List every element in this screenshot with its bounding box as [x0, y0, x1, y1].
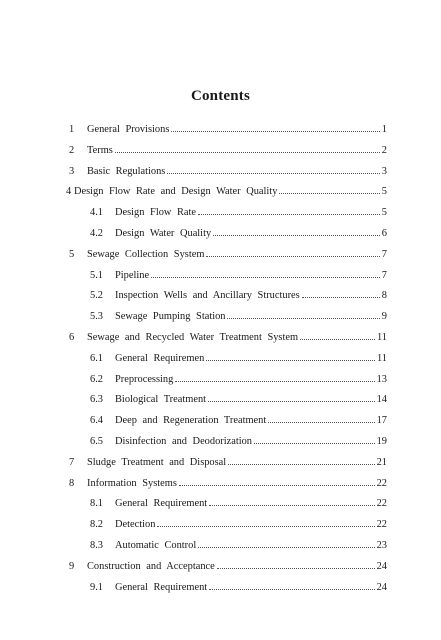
toc-entry-page-number: 13	[376, 373, 387, 385]
toc-entry-page-number: 24	[376, 560, 387, 572]
toc-entry-page-number: 19	[376, 436, 387, 447]
toc-entry-page-number: 8	[381, 290, 387, 302]
toc-entry[interactable]	[90, 393, 387, 407]
toc-entry[interactable]	[69, 456, 387, 470]
toc-leader-dots	[206, 256, 379, 257]
toc-entry-label: Sewage Collection System	[87, 248, 205, 260]
toc-leader-dots	[206, 360, 375, 361]
toc-leader-dots	[198, 214, 380, 215]
toc-entry-number: 6.3	[90, 394, 103, 406]
toc-entry-number: 6.2	[90, 373, 103, 385]
toc-entry[interactable]	[90, 352, 387, 366]
toc-entry[interactable]	[69, 477, 387, 491]
toc-entry-number: 5.3	[90, 311, 103, 323]
toc-entry-page-number: 21	[376, 456, 387, 468]
toc-leader-dots	[300, 339, 375, 340]
toc-entry-page-number: 22	[376, 519, 387, 531]
toc-entry-number: 9.1	[90, 581, 103, 593]
page-title: Contents	[190, 88, 251, 104]
toc-entry[interactable]	[90, 227, 387, 241]
toc-entry-page-number: 2	[381, 144, 387, 156]
toc-entry[interactable]	[69, 123, 387, 137]
toc-entry-number: 5.2	[90, 290, 103, 302]
toc-entry-page-number: 23	[376, 540, 387, 551]
toc-entry-label: General Provisions	[87, 124, 170, 135]
toc-entry-label: Biological Treatment	[115, 394, 207, 406]
toc-entry[interactable]	[90, 497, 387, 511]
toc-entry-label: Sewage Pumping Station	[115, 311, 226, 323]
toc-entry[interactable]	[90, 435, 387, 449]
toc-entry-page-number: 14	[376, 394, 387, 406]
toc-entry-label: Deep and Regeneration Treatment	[115, 415, 267, 427]
toc-entry[interactable]	[90, 518, 387, 532]
toc-entry-page-number: 11	[376, 352, 387, 364]
toc-entry-page-number: 6	[381, 228, 387, 239]
toc-leader-dots	[217, 568, 375, 569]
toc-entry-page-number: 22	[376, 498, 387, 510]
toc-entry-number: 5.1	[90, 269, 103, 281]
toc-entry-number: 2	[69, 144, 75, 156]
toc-entry-page-number: 7	[381, 269, 387, 281]
toc-leader-dots	[213, 235, 380, 236]
toc-entry-number: 8.3	[90, 540, 103, 551]
toc-leader-dots	[209, 589, 374, 590]
toc-entry-page-number: 17	[376, 415, 387, 427]
toc-entry-label: Disinfection and Deodorization	[115, 436, 252, 447]
toc-leader-dots	[179, 485, 375, 486]
toc-entry-page-number: 5	[381, 186, 387, 198]
toc-leader-dots	[208, 401, 375, 402]
toc-entry-number: 8.2	[90, 519, 103, 531]
toc-entry-number: 6.5	[90, 436, 103, 447]
toc-entry-page-number: 1	[381, 124, 387, 135]
toc-entry-page-number: 22	[376, 477, 387, 489]
toc-entry-label: Automatic Control	[115, 540, 197, 551]
toc-entry[interactable]	[69, 331, 387, 345]
toc-entry-number: 4.2	[90, 228, 103, 239]
toc-leader-dots	[115, 152, 380, 153]
toc-entry-page-number: 5	[381, 207, 387, 219]
toc-entry[interactable]	[69, 248, 387, 262]
toc-entry-label: Design Flow Rate and Design Water Quality	[74, 186, 278, 198]
toc-entry-page-number: 9	[381, 311, 387, 323]
toc-entry-number: 6.1	[90, 352, 103, 364]
toc-entry-number: 3	[69, 165, 75, 177]
toc-leader-dots	[228, 464, 374, 465]
toc-entry[interactable]	[66, 185, 387, 199]
toc-entry-label: Design Water Quality	[115, 228, 212, 239]
toc-entry[interactable]	[69, 560, 387, 574]
toc-entry-label: General Requiremen	[115, 352, 205, 364]
toc-leader-dots	[227, 318, 379, 319]
toc-entry[interactable]	[69, 165, 387, 179]
toc-entry-label: Inspection Wells and Ancillary Structures	[115, 290, 300, 302]
toc-leader-dots	[175, 381, 374, 382]
toc-entry-number: 6	[69, 332, 75, 343]
toc-entry-number: 6.4	[90, 415, 103, 427]
toc-entry[interactable]	[69, 144, 387, 158]
toc-entry-number: 7	[69, 456, 75, 468]
toc-leader-dots	[302, 297, 380, 298]
toc-entry-number: 8.1	[90, 498, 103, 510]
toc-entry-label: Construction and Acceptance	[87, 560, 215, 572]
toc-entry-page-number: 3	[381, 165, 387, 177]
toc-entry-label: Basic Regulations	[87, 165, 166, 177]
toc-entry-number: 1	[69, 124, 75, 135]
toc-entry-label: General Requirement	[115, 498, 208, 510]
toc-entry-label: Sludge Treatment and Disposal	[87, 456, 227, 468]
toc-entry-label: Pipeline	[115, 269, 150, 281]
toc-entry-page-number: 11	[376, 332, 387, 343]
toc-entry-label: Sewage and Recycled Water Treatment System	[87, 332, 299, 343]
toc-entry[interactable]	[90, 581, 387, 595]
toc-entry-label: Design Flow Rate	[115, 207, 197, 219]
toc-entry[interactable]	[90, 414, 387, 428]
toc-entry-page-number: 24	[376, 581, 387, 593]
toc-entry-label: General Requirement	[115, 581, 208, 593]
toc-entry[interactable]	[90, 373, 387, 387]
toc-entry[interactable]	[90, 539, 387, 553]
toc-entry[interactable]	[90, 289, 387, 303]
toc-entry-number: 4	[66, 186, 72, 198]
toc-entry[interactable]	[90, 269, 387, 283]
toc-entry-label: Detection	[115, 519, 156, 531]
toc-leader-dots	[157, 526, 374, 527]
toc-entry-label: Terms	[87, 144, 113, 156]
toc-entry-page-number: 7	[381, 248, 387, 260]
toc-leader-dots	[279, 193, 379, 194]
toc-entry-label: Preprocessing	[115, 373, 174, 385]
toc-leader-dots	[209, 505, 374, 506]
toc-leader-dots	[151, 277, 380, 278]
toc-entry-number: 8	[69, 477, 75, 489]
toc-entry[interactable]	[90, 206, 387, 220]
toc-entry-number: 5	[69, 248, 75, 260]
toc-entry[interactable]	[90, 310, 387, 324]
toc-entry-number: 4.1	[90, 207, 103, 219]
toc-leader-dots	[167, 173, 379, 174]
toc-leader-dots	[254, 443, 375, 444]
toc-leader-dots	[198, 547, 374, 548]
toc-entry-number: 9	[69, 560, 75, 572]
toc-entry-label: Information Systems	[87, 477, 177, 489]
toc-leader-dots	[268, 422, 374, 423]
toc-leader-dots	[171, 131, 379, 132]
